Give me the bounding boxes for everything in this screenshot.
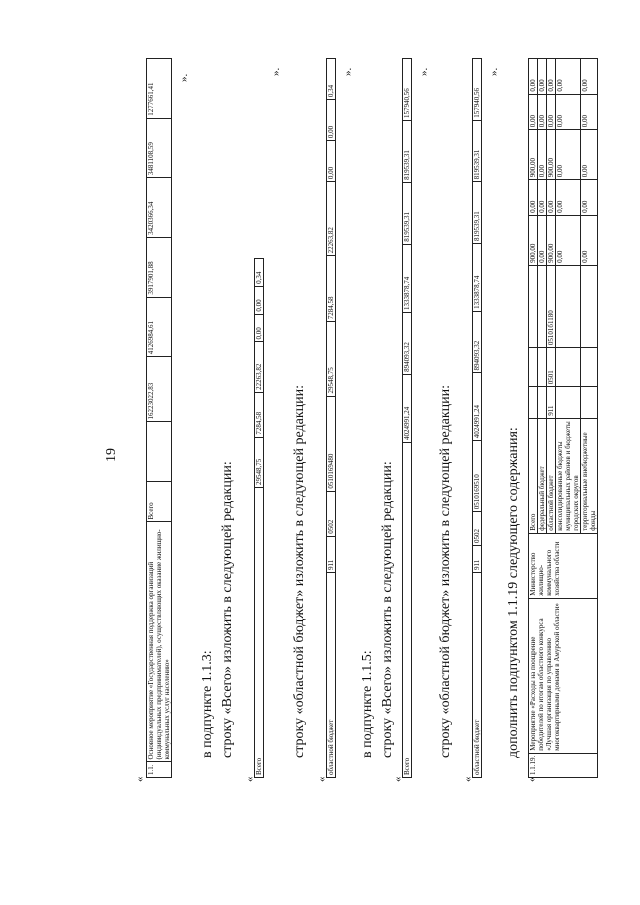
value-cell: 894093,32 <box>473 311 482 373</box>
code-cell <box>538 387 547 418</box>
open-quote: « <box>462 776 474 782</box>
paragraph: в подпункте 1.1.5: <box>360 650 375 758</box>
code-cell <box>581 265 598 347</box>
row-label: Всего <box>147 482 172 522</box>
page-number: 19 <box>104 448 119 462</box>
code-cell <box>529 387 538 418</box>
value-cell: 900,00 <box>547 130 556 180</box>
code-cell: 911 <box>473 545 482 572</box>
row-label: Всего <box>403 443 412 778</box>
value-cell: 0,00 <box>547 59 556 95</box>
value-cell: 0,00 <box>538 180 547 216</box>
value-cell: 900,00 <box>529 215 538 265</box>
row-label: областной бюджет <box>327 573 336 778</box>
row-label: областной бюджет <box>473 573 482 778</box>
code-cell <box>538 348 547 387</box>
code-cell: 0502 <box>473 512 482 546</box>
value-cell: 1333878,74 <box>403 244 412 312</box>
value-cell: 0,00 <box>581 215 598 265</box>
value-cell: 0,00 <box>556 180 581 216</box>
value-cell: 0,00 <box>529 180 538 216</box>
paragraph: в подпункте 1.1.3: <box>200 650 215 758</box>
value-cell: 0,00 <box>538 94 547 130</box>
value-cell: 0,00 <box>581 180 598 216</box>
table-row <box>147 59 172 778</box>
value-cell: 0,34 <box>327 59 336 100</box>
value-cell: 4126984,61 <box>147 297 172 357</box>
open-quote: « <box>392 776 404 782</box>
table-row <box>403 59 412 778</box>
open-quote: « <box>134 776 146 782</box>
value-cell: 0,00 <box>529 94 538 130</box>
row-label: территориальные внебюджетные фонды <box>581 418 598 533</box>
value-cell: 16223022,83 <box>147 357 172 422</box>
paragraph: дополнить подпунктом 1.1.19 следующего содержания: <box>506 427 521 758</box>
table-1-1-19 <box>528 58 598 778</box>
code-cell <box>581 348 598 387</box>
code-cell: 911 <box>327 536 336 572</box>
code-cell: 05101б1180 <box>547 265 556 347</box>
value-cell: 0,00 <box>538 130 547 180</box>
row-description: Основное мероприятие «Государственная поддержка организаций (индивидуальных предпринимателей), осуществляющих оказание жилищно-коммунальных услуг населению» <box>147 522 172 762</box>
value-cell: 0,34 <box>255 259 264 287</box>
row-number: 1.1.19. <box>529 753 598 777</box>
code-cell <box>581 387 598 418</box>
table-row-ob-115 <box>472 58 482 778</box>
table-row-ob-113 <box>326 58 336 778</box>
close-quote: ». <box>270 67 282 76</box>
value-cell: 3917901,88 <box>147 237 172 297</box>
value-cell: 0,00 <box>556 59 581 95</box>
value-cell: 819539,31 <box>473 182 482 244</box>
value-cell: 1333878,74 <box>473 243 482 311</box>
value-cell: 0,00 <box>556 130 581 180</box>
value-cell: 819539,31 <box>403 120 412 182</box>
table-row <box>327 59 336 778</box>
value-cell: 4024991,24 <box>473 373 482 441</box>
row-label: консолидированные бюджеты муниципальных районов и бюджеты городских округов <box>556 418 581 533</box>
table-row-vsego-115 <box>402 58 412 778</box>
value-cell: 900,00 <box>529 130 538 180</box>
value-cell: 3481108,59 <box>147 118 172 177</box>
open-quote: « <box>244 776 256 782</box>
code-cell <box>556 387 581 418</box>
value-cell: 819539,31 <box>403 182 412 244</box>
ministry-cell: Министерство жилищно-коммунального хозяйства области <box>529 533 598 598</box>
paragraph: строку «Всего» изложить в следующей редакции: <box>380 461 395 758</box>
value-cell: 1277661,41 <box>147 59 172 119</box>
code-cell <box>529 265 538 347</box>
value-cell: 0,00 <box>581 94 598 130</box>
value-cell: 7284,58 <box>327 256 336 322</box>
value-cell: 0,00 <box>529 59 538 95</box>
code-cell: 911 <box>547 387 556 418</box>
value-cell: 0,00 <box>556 94 581 130</box>
row-label: Всего <box>529 418 538 533</box>
code-cell <box>529 348 538 387</box>
value-cell: 4024991,24 <box>403 374 412 442</box>
paragraph: строку «Всего» изложить в следующей редакции: <box>220 461 235 758</box>
code-cell <box>538 265 547 347</box>
value-cell: 819539,31 <box>473 120 482 182</box>
table-row <box>529 59 538 778</box>
open-quote: « <box>526 776 538 782</box>
table-row <box>255 259 264 778</box>
close-quote: ». <box>178 73 190 82</box>
value-cell: 157940,56 <box>473 59 482 121</box>
rotated-document-page <box>40 42 600 862</box>
code-cell: 0510169480 <box>327 396 336 491</box>
table-row-vsego-113 <box>254 258 264 778</box>
value-cell: 7284,58 <box>255 392 264 437</box>
value-cell: 894093,32 <box>403 312 412 374</box>
row-label: Всего <box>255 488 264 778</box>
table-1-1 <box>146 58 172 778</box>
value-cell: 0,00 <box>547 180 556 216</box>
value-cell: 0,00 <box>581 130 598 180</box>
value-cell: 0,00 <box>255 286 264 314</box>
code-cell: 0502 <box>327 491 336 536</box>
open-quote: « <box>316 776 328 782</box>
code-cell <box>556 348 581 387</box>
value-cell: 22263,82 <box>327 182 336 256</box>
code-cell: 0501 <box>547 348 556 387</box>
row-label: федеральный бюджет <box>538 418 547 533</box>
value-cell: 157940,56 <box>403 59 412 121</box>
value-cell: 0,00 <box>556 215 581 265</box>
value-cell: 0,00 <box>547 94 556 130</box>
row-description: Мероприятие «Расходы на поощрение победителей по итогам областного конкурса «Лучшая организация по управлению многоквартирными домами в Амурской области» <box>529 598 598 753</box>
paragraph: строку «областной бюджет» изложить в следующей редакции: <box>292 385 307 758</box>
close-quote: ». <box>488 67 500 76</box>
value-cell: 22263,82 <box>255 342 264 392</box>
value-cell: 29548,75 <box>327 322 336 396</box>
value-cell: 0,00 <box>581 59 598 95</box>
value-cell: 29548,75 <box>255 437 264 487</box>
value-cell: 0,00 <box>255 314 264 342</box>
table-row <box>473 59 482 778</box>
value-cell: 0,00 <box>327 141 336 182</box>
value-cell: 3420366,34 <box>147 178 172 238</box>
paragraph: строку «областной бюджет» изложить в следующей редакции: <box>438 385 453 758</box>
value-cell: 0,00 <box>327 100 336 141</box>
close-quote: ». <box>342 67 354 76</box>
code-cell: 0510169510 <box>473 441 482 512</box>
value-cell: 900,00 <box>547 215 556 265</box>
row-label: областной бюджет <box>547 418 556 533</box>
value-cell: 0,00 <box>538 59 547 95</box>
code-cell <box>556 265 581 347</box>
close-quote: ». <box>418 67 430 76</box>
row-number: 1.1. <box>147 762 172 778</box>
value-cell: 0,00 <box>538 215 547 265</box>
